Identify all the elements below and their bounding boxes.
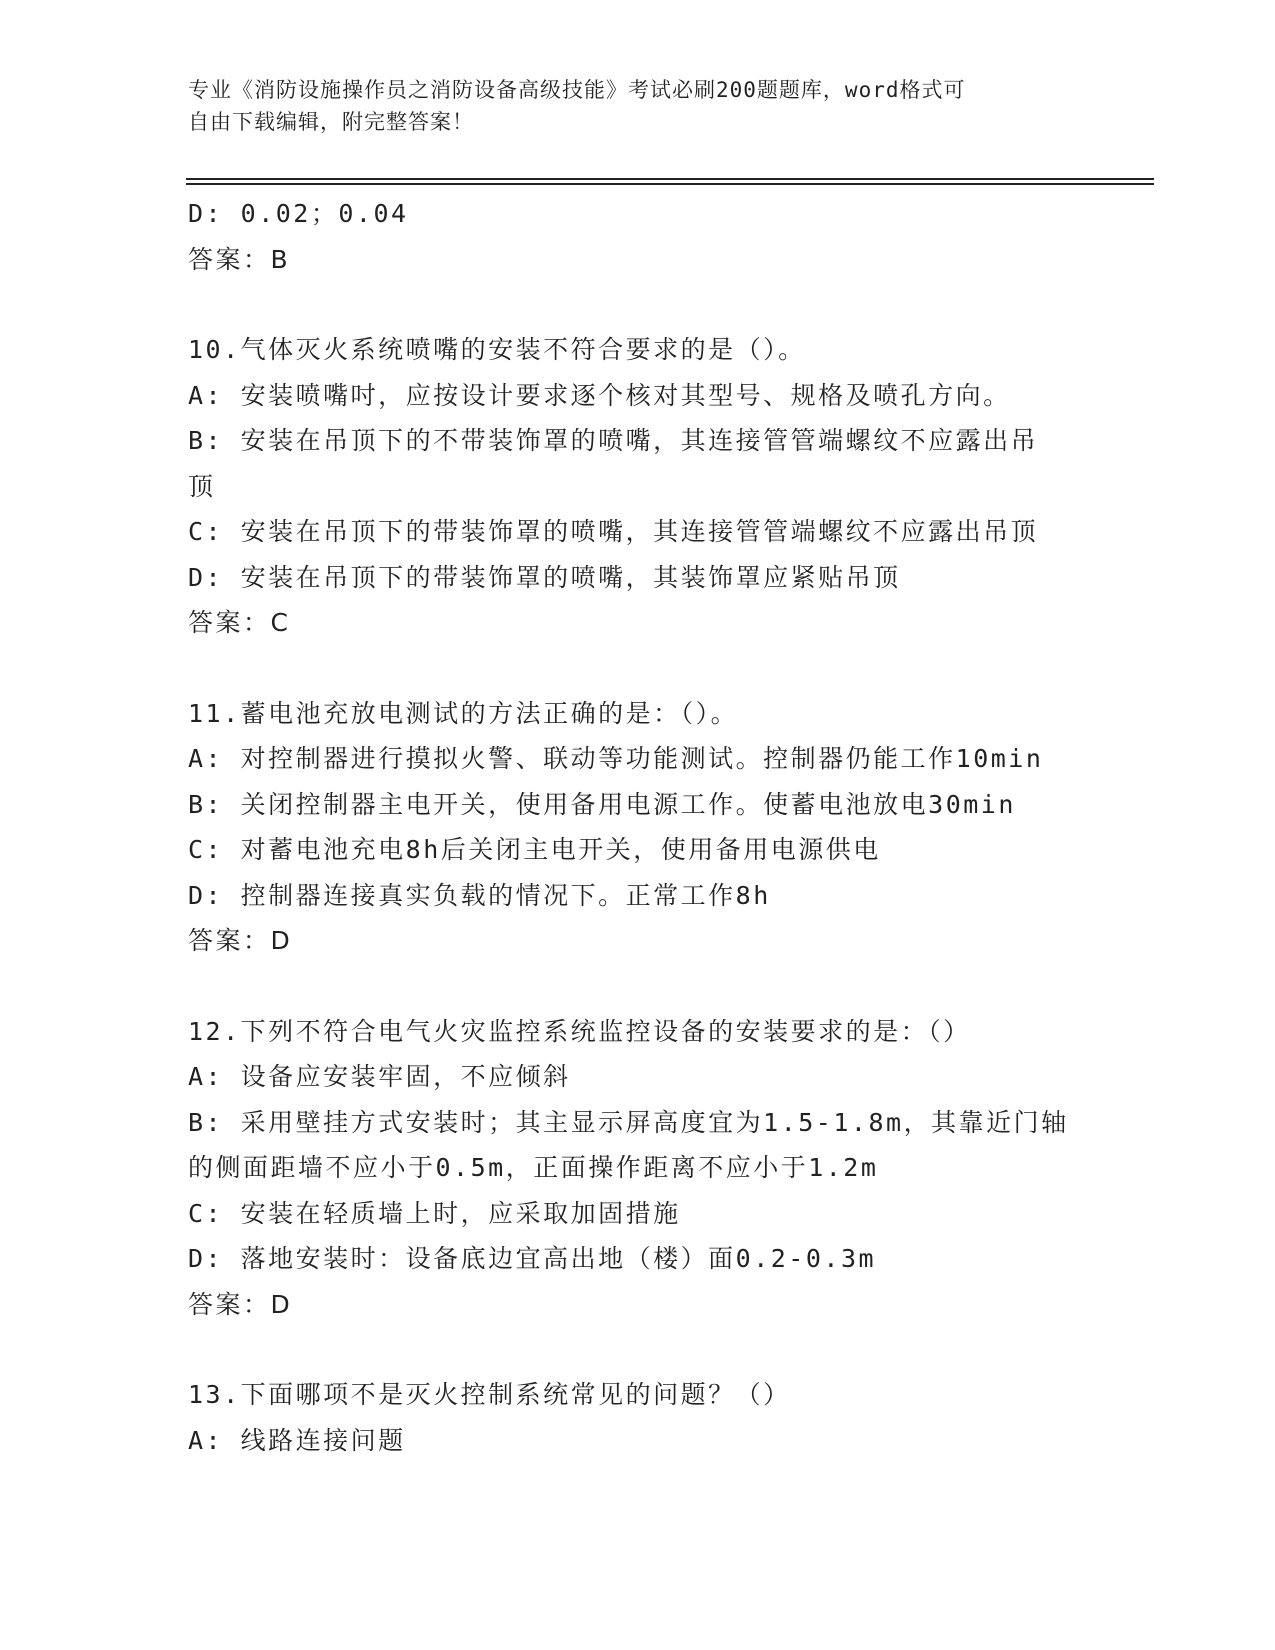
option-b-continued: 顶 — [188, 471, 216, 501]
question-13 — [188, 1372, 1088, 1463]
option-a: A: 线路连接问题 — [188, 1425, 406, 1455]
question-stem: 10.气体灭火系统喷嘴的安装不符合要求的是（）。 — [188, 335, 806, 364]
option-d: D: 安装在吊顶下的带装饰罩的喷嘴，其装饰罩应紧贴吊顶 — [188, 562, 901, 592]
document-body — [188, 191, 1088, 1463]
question-10 — [188, 327, 1088, 646]
spacer — [188, 646, 1088, 691]
answer-line: 答案：D — [188, 1289, 293, 1319]
spacer — [188, 282, 1088, 327]
option-c: C: 安装在吊顶下的带装饰罩的喷嘴，其连接管管端螺纹不应露出吊顶 — [188, 517, 1039, 546]
question-stem: 12.下列不符合电气火灾监控系统监控设备的安装要求的是：（） — [188, 1016, 971, 1046]
question-stem: 13.下面哪项不是灭火控制系统常见的问题？（） — [188, 1380, 791, 1409]
option-a: A: 对控制器进行摸拟火警、联动等功能测试。控制器仍能工作10min — [188, 744, 1044, 773]
option-a: A: 安装喷嘴吋，应按设计要求逐个核对其型号、规格及喷孔方向。 — [188, 380, 1011, 410]
header-line-1: 专业《消防设施操作员之消防设备高级技能》考试必刷200题题库，word格式可 — [188, 78, 966, 102]
option-b-continued: 的侧面距墙不应小于0.5m，正面操作距离不应小于1.2m — [188, 1153, 879, 1182]
option-c: C: 对蓄电池充电8h后关闭主电开关，使用备用电源供电 — [188, 835, 881, 864]
option-d: D: 控制器连接真实负载的情况下。正常工作8h — [188, 880, 771, 910]
answer-line: 答案：D — [188, 926, 293, 955]
document-header — [188, 74, 1088, 138]
question-stem: 11.蓄电池充放电测试的方法正确的是：（）。 — [188, 698, 739, 728]
option-b: B: 安装在吊顶下的不带装饰罩的喷嘴，其连接管管端螺纹不应露出吊 — [188, 426, 1039, 455]
question-11 — [188, 691, 1088, 964]
option-a: A: 设备应安装牢固，不应倾斜 — [188, 1062, 571, 1091]
header-line-2: 自由下载编辑，附完整答案！ — [188, 110, 474, 134]
option-d: D: 落地安装时：设备底边宜高出地（楼）面0.2-0.3m — [188, 1244, 877, 1273]
option-d: D: 0.02；0.04 — [188, 199, 409, 228]
option-b: B: 关闭控制器主电开关，使用备用电源工作。使蓄电池放电30min — [188, 789, 1016, 819]
header-divider-top — [186, 178, 1154, 180]
answer-line: 答案：C — [188, 608, 291, 637]
spacer — [188, 1327, 1088, 1372]
question-12 — [188, 1009, 1088, 1328]
spacer — [188, 964, 1088, 1009]
option-b: B: 采用壁挂方式安装时；其主显示屏高度宜为1.5-1.8m，其靠近门轴 — [188, 1107, 1069, 1137]
answer-line: 答案：B — [188, 244, 291, 274]
option-c: C: 安装在轻质墙上时，应采取加固措施 — [188, 1198, 681, 1228]
header-divider-bottom — [186, 183, 1154, 185]
question-fragment — [188, 191, 1088, 282]
